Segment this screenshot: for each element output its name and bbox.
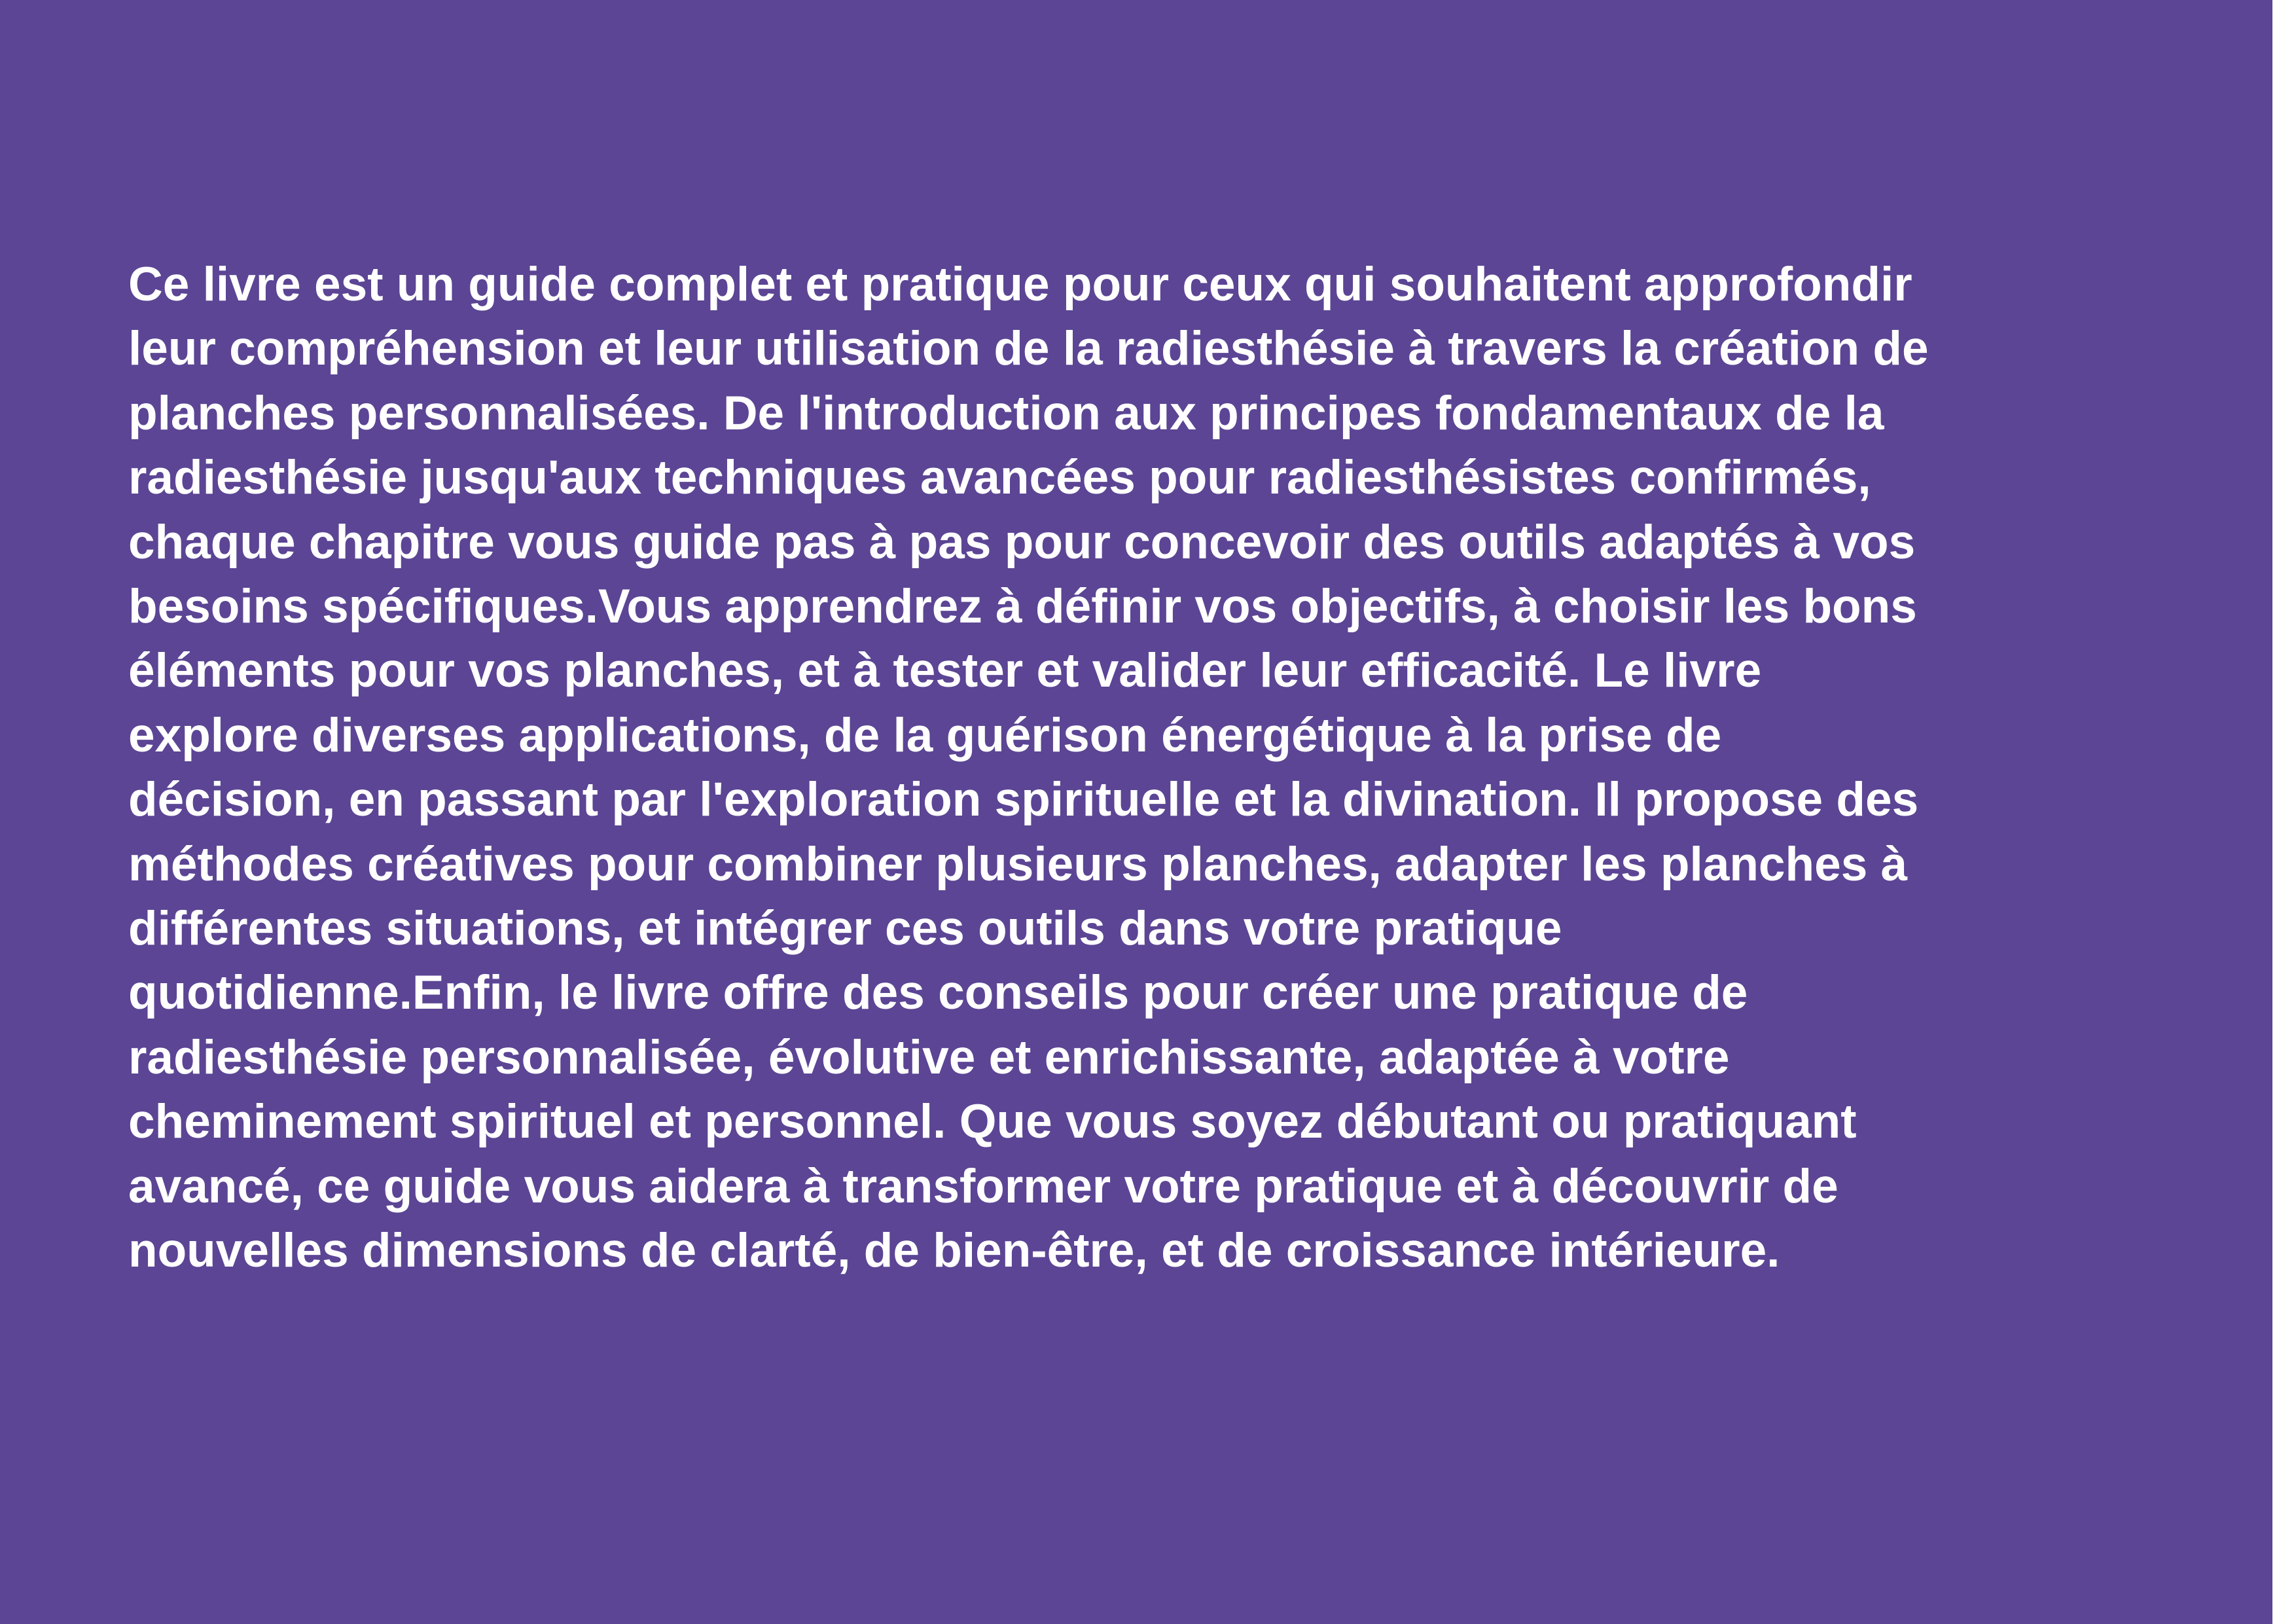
blurb-line: leur compréhension et leur utilisation de la radiesthésie à travers la création de bbox=[128, 322, 1929, 376]
blurb-line: avancé, ce guide vous aidera à transformer votre pratique et à découvrir de bbox=[128, 1159, 1839, 1213]
blurb-line: Ce livre est un guide complet et pratique pour ceux qui souhaitent approfondir bbox=[128, 258, 1912, 311]
blurb-line: explore diverses applications, de la guérison énergétique à la prise de bbox=[128, 708, 1722, 762]
page-edge bbox=[2272, 0, 2296, 1624]
blurb-line: besoins spécifiques.Vous apprendrez à définir vos objectifs, à choisir les bons bbox=[128, 580, 1917, 634]
blurb-line: différentes situations, et intégrer ces outils dans votre pratique bbox=[128, 902, 1562, 956]
blurb-line: nouvelles dimensions de clarté, de bien-être, et de croissance intérieure. bbox=[128, 1224, 1780, 1278]
blurb-line: éléments pour vos planches, et à tester et valider leur efficacité. Le livre bbox=[128, 644, 1762, 698]
book-description bbox=[128, 253, 2190, 1284]
blurb-line: radiesthésie personnalisée, évolutive et enrichissante, adaptée à votre bbox=[128, 1030, 1730, 1084]
blurb-line: radiesthésie jusqu'aux techniques avancées pour radiesthésistes confirmés, bbox=[128, 451, 1871, 505]
blurb-line: quotidienne.Enfin, le livre offre des conseils pour créer une pratique de bbox=[128, 966, 1748, 1020]
blurb-line: chaque chapitre vous guide pas à pas pour concevoir des outils adaptés à vos bbox=[128, 515, 1916, 569]
blurb-line: décision, en passant par l'exploration spirituelle et la divination. Il propose des bbox=[128, 773, 1919, 827]
blurb-line: méthodes créatives pour combiner plusieurs planches, adapter les planches à bbox=[128, 837, 1908, 891]
blurb-line: planches personnalisées. De l'introduction aux principes fondamentaux de la bbox=[128, 386, 1884, 440]
blurb-line: cheminement spirituel et personnel. Que vous soyez débutant ou pratiquant bbox=[128, 1095, 1857, 1149]
